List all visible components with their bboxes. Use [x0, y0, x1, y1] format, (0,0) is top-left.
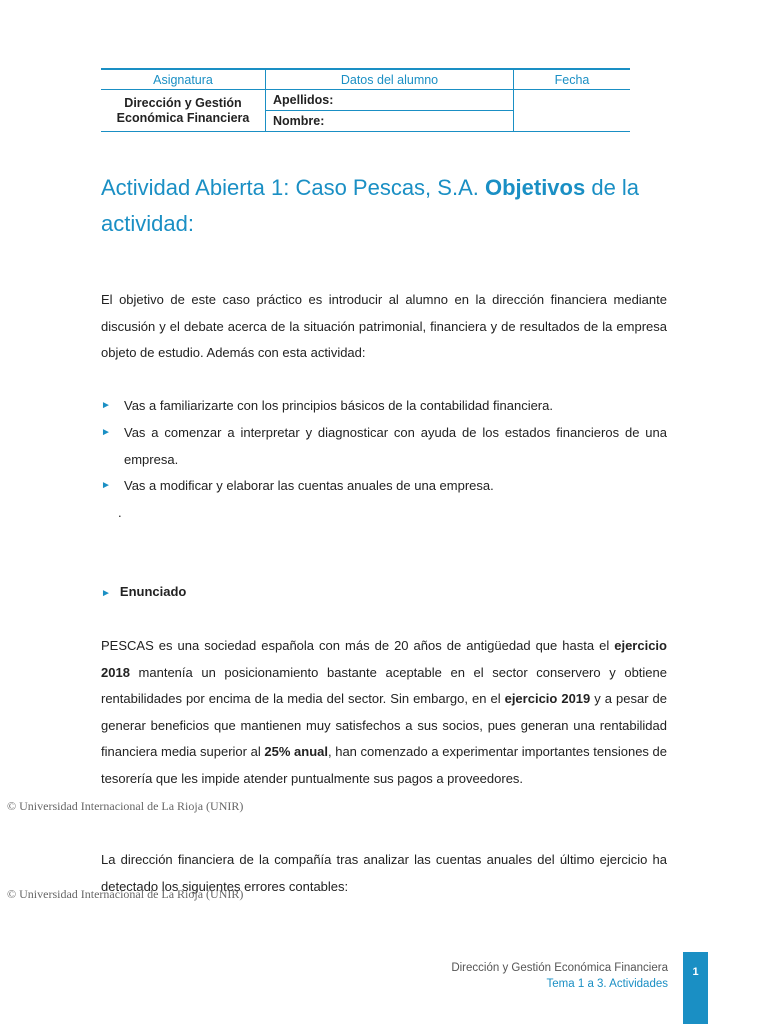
copyright-watermark: © Universidad Internacional de La Rioja (UNIR) — [7, 799, 244, 813]
errors-paragraph: La dirección financiera de la compañía tras analizar las cuentas anuales del último ejercicio ha detectado los siguientes errores contables: — [101, 852, 667, 894]
statement-bold: ejercicio 2018 — [101, 638, 667, 680]
title-part-1: Actividad Abierta 1: Caso Pescas, S.A. — [101, 175, 485, 200]
date-cell — [514, 90, 631, 132]
statement-text: PESCAS es una sociedad española con más de 20 años de antigüedad que hasta el — [101, 638, 615, 653]
page-number-box — [683, 952, 708, 1024]
col-student-header: Datos del alumno — [266, 69, 514, 90]
statement-text: y a pesar de generar beneficios que mantienen muy satisfechos a sus socios, pues generan una rentabilidad financiera media superior al — [101, 691, 667, 759]
bullet-arrow-icon: ► — [101, 400, 111, 411]
col-subject-header: Asignatura — [101, 69, 266, 90]
statement-bold: ejercicio 2019 — [504, 691, 591, 706]
section-heading-text: Enunciado — [119, 584, 187, 599]
section-heading — [101, 580, 186, 606]
title-bold: Objetivos — [484, 175, 586, 200]
stray-dot: . — [118, 505, 122, 520]
heading-arrow-icon: ► — [101, 588, 111, 599]
bullet-item — [101, 473, 667, 500]
bullet-arrow-icon: ► — [101, 480, 111, 491]
statement-paragraph — [101, 633, 667, 792]
surname-field: Apellidos: — [266, 90, 514, 111]
footer-course: Dirección y Gestión Económica Financiera — [451, 962, 668, 974]
copyright-watermark: © Universidad Internacional de La Rioja (UNIR) — [7, 887, 244, 901]
col-date-header: Fecha — [514, 69, 631, 90]
statement-bold: 25% anual — [264, 744, 328, 759]
bullet-item — [101, 393, 667, 420]
bullet-item — [101, 420, 667, 473]
name-field: Nombre: — [266, 111, 514, 132]
footer-topic: Tema 1 a 3. Actividades — [546, 978, 668, 990]
subject-cell: Dirección y Gestión Económica Financiera — [101, 90, 266, 132]
bullet-arrow-icon: ► — [101, 427, 111, 438]
title-part-3: de la actividad: — [101, 175, 640, 236]
bullet-text: Vas a comenzar a interpretar y diagnosticar con ayuda de los estados financieros de una empresa. — [124, 425, 667, 467]
intro-paragraph: El objetivo de este caso práctico es introducir al alumno en la dirección financiera mediante discusión y el debate acerca de la situación patrimonial, financiera y de resultados de la empresa objeto de estudio. Además con esta actividad: — [101, 292, 667, 360]
page-title — [101, 170, 701, 242]
bullet-text: Vas a familiarizarte con los principios básicos de la contabilidad financiera. — [124, 398, 553, 413]
page-number: 1 — [692, 966, 699, 978]
statement-text: mantenía un posicionamiento bastante aceptable en el sector conservero y obtiene rentabilidades por encima de la media del sector. Sin embargo, en el — [101, 664, 667, 706]
header-table — [101, 68, 630, 132]
bullet-text: Vas a modificar y elaborar las cuentas anuales de una empresa. — [124, 478, 494, 493]
statement-text: , han comenzado a experimentar importantes tensiones de tesorería que les impide atender puntualmente sus pagos a proveedores. — [101, 744, 668, 786]
